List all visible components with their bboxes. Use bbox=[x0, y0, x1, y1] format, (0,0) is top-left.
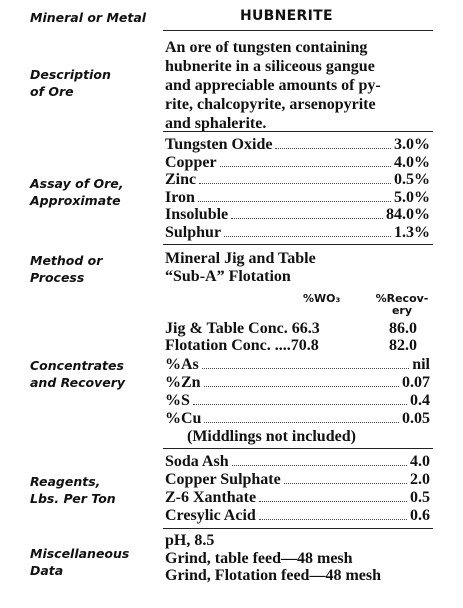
column-header-wo3: %WO₃ bbox=[303, 292, 341, 305]
reagents-label: Reagents, Lbs. Per Ton bbox=[30, 474, 116, 506]
reagent-row: Z-6 Xanthate 0.5 bbox=[165, 489, 430, 506]
misc-line: Grind, Flotation feed—48 mesh bbox=[165, 567, 381, 584]
mineral-title: HUBNERITE bbox=[240, 8, 333, 24]
middlings-note: (Middlings not included) bbox=[187, 428, 356, 445]
assay-row: Iron 5.0% bbox=[165, 189, 430, 206]
assay-label: Assay of Ore, Approximate bbox=[30, 176, 124, 208]
reagent-row: Soda Ash 4.0 bbox=[165, 453, 430, 470]
mineral-label: Mineral or Metal bbox=[30, 10, 147, 25]
assay-row: Tungsten Oxide 3.0% bbox=[165, 136, 430, 153]
concentrate-row: Jig & Table Conc. 66.3 86.0 bbox=[165, 320, 417, 337]
method-line: “Sub-A” Flotation bbox=[165, 268, 291, 285]
reagent-row: Cresylic Acid 0.6 bbox=[165, 507, 430, 524]
assay-row: Zinc 0.5% bbox=[165, 171, 430, 188]
assay-element-row: %Cu 0.05 bbox=[165, 410, 430, 427]
column-header-recovery: %Recov- ery bbox=[375, 292, 429, 317]
divider bbox=[163, 131, 433, 132]
divider bbox=[163, 30, 433, 31]
assay-element-row: %S 0.4 bbox=[165, 392, 430, 409]
description-text: An ore of tungsten containing hubnerite in a siliceous gangue and appreciable amounts of py- rite, chalcopyrite, arsenopyrite and sphalerite. bbox=[165, 39, 381, 132]
divider bbox=[163, 244, 433, 245]
method-label: Method or Process bbox=[30, 253, 103, 285]
method-line: Mineral Jig and Table bbox=[165, 250, 316, 267]
assay-row: Copper 4.0% bbox=[165, 154, 430, 171]
description-label: Description of Ore bbox=[30, 67, 111, 99]
divider bbox=[163, 448, 433, 449]
misc-line: pH, 8.5 bbox=[165, 532, 215, 549]
divider bbox=[163, 528, 433, 529]
assay-element-row: %Zn 0.07 bbox=[165, 374, 430, 391]
misc-line: Grind, table feed—48 mesh bbox=[165, 550, 353, 567]
concentrates-label: Concentrates and Recovery bbox=[30, 358, 126, 390]
assay-row: Sulphur 1.3% bbox=[165, 224, 430, 241]
misc-label: Miscellaneous Data bbox=[30, 546, 130, 578]
assay-row: Insoluble 84.0% bbox=[165, 206, 430, 223]
assay-element-row: %As nil bbox=[165, 356, 430, 373]
reagent-row: Copper Sulphate 2.0 bbox=[165, 471, 430, 488]
concentrate-row: Flotation Conc. ....70.8 82.0 bbox=[165, 337, 417, 354]
